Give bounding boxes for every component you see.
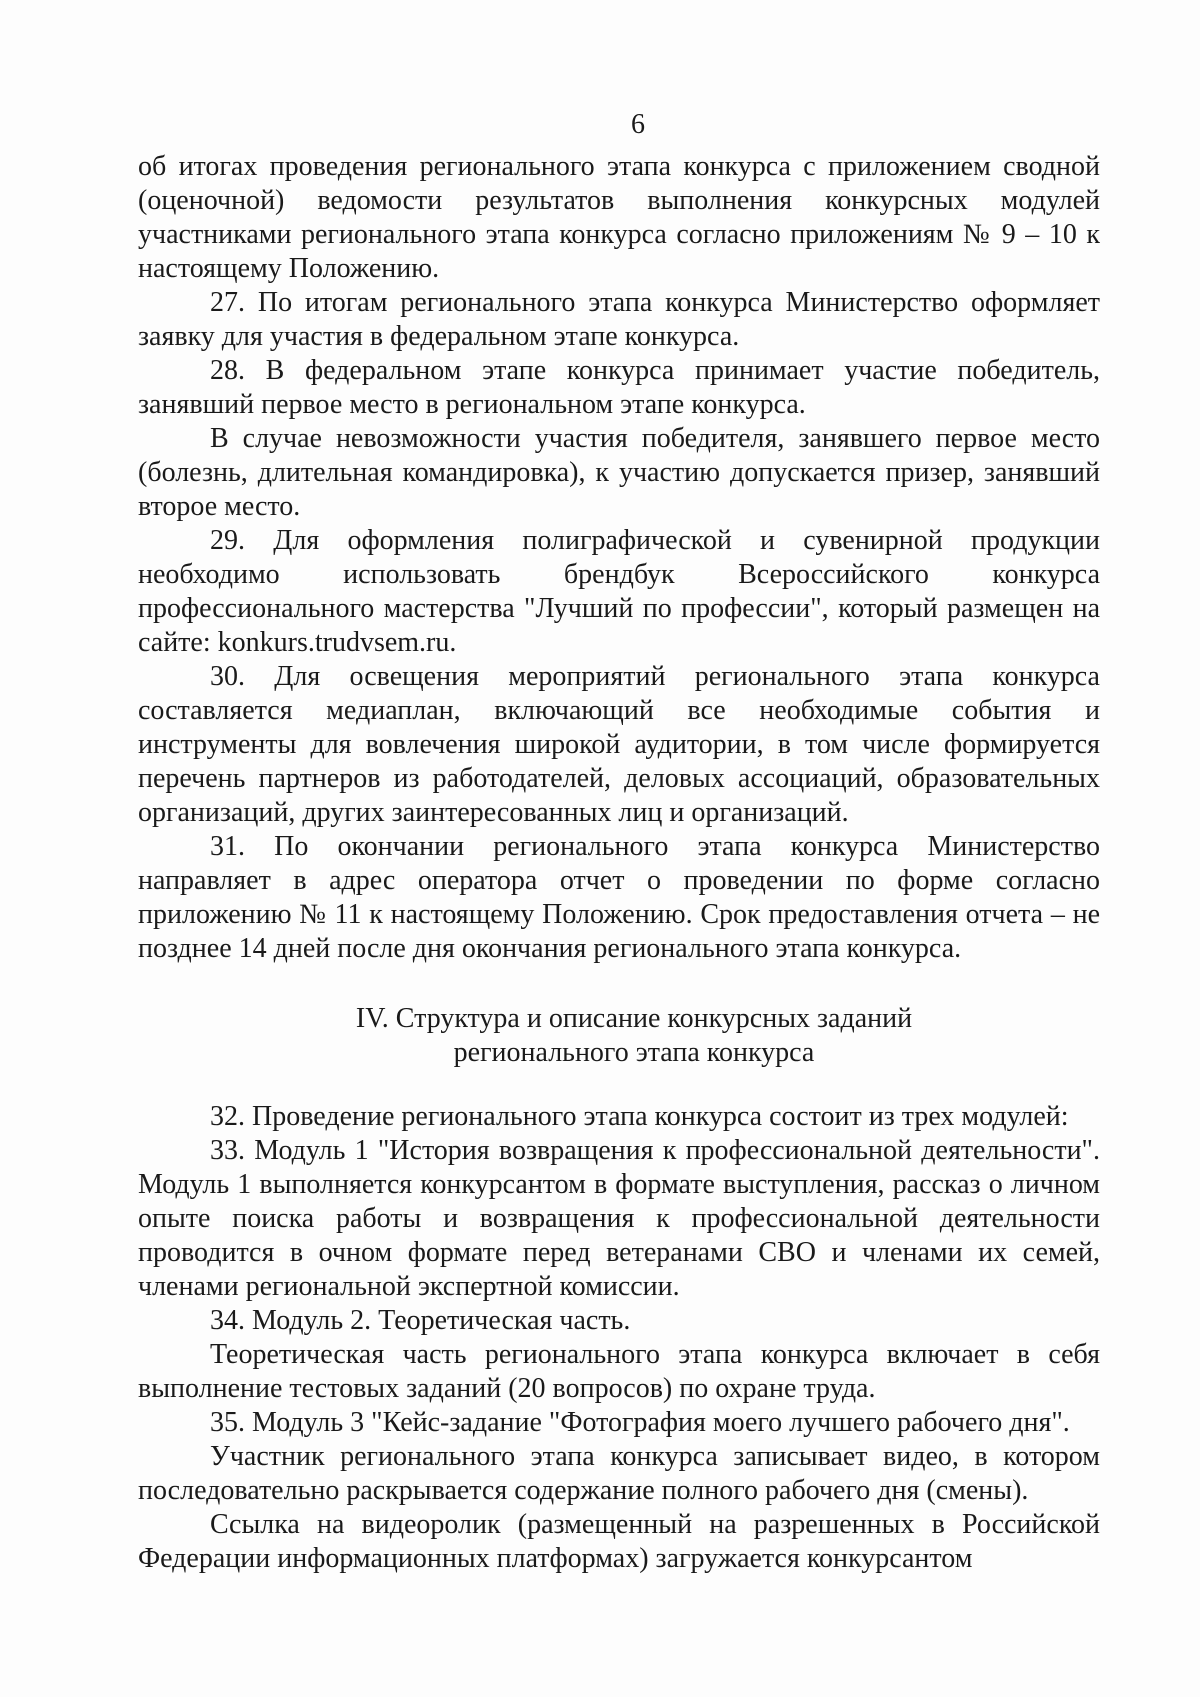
paragraph-item-29: 29. Для оформления полиграфической и сувенирной продукции необходимо использовать брендбук Всероссийского конкурса профессионального мастерства "Лучший по профессии", который размещен на сайте: konkurs.trudvsem.ru. (138, 525, 1100, 658)
paragraph-item-30: 30. Для освещения мероприятий регионального этапа конкурса составляется медиаплан, включающий все необходимые события и инструменты для вовлечения широкой аудитории, в том числе формируется перечень партнеров из работодателей, деловых ассоциаций, образовательных организаций, других заинтересованных лиц и организаций. (138, 661, 1100, 828)
paragraph-item-31: 31. По окончании регионального этапа конкурса Министерство направляет в адрес оператора отчет о проведении по форме согласно приложению № 11 к настоящему Положению. Срок предоставления отчета – не позднее 14 дней после дня окончания регионального этапа конкурса. (138, 831, 1100, 964)
paragraph-item-27: 27. По итогам регионального этапа конкурса Министерство оформляет заявку для участия в федеральном этапе конкурса. (138, 287, 1100, 352)
section-heading-line-2: регионального этапа конкурса (453, 1037, 815, 1068)
paragraph-item-33: 33. Модуль 1 "История возвращения к профессиональной деятельности". Модуль 1 выполняется конкурсантом в формате выступления, рассказ о личном опыте поиска работы и возвращения к профессиональной деятельности проводится в очном формате перед ветеранами СВО и членами их семей, членами региональной экспертной комиссии. (138, 1135, 1100, 1302)
section-heading-line-1: IV. Структура и описание конкурсных заданий (355, 1003, 913, 1034)
paragraph-item-28: 28. В федеральном этапе конкурса принимает участие победитель, занявший первое место в региональном этапе конкурса. (138, 355, 1100, 420)
paragraph-continuation: об итогах проведения регионального этапа конкурса с приложением сводной (оценочной) ведомости результатов выполнения конкурсных модулей участниками регионального этапа конкурса согласно приложениям № 9 – 10 к настоящему Положению. (138, 151, 1100, 284)
paragraph-item-28-note: В случае невозможности участия победителя, занявшего первое место (болезнь, длительная командировка), к участию допускается призер, занявший второе место. (138, 423, 1100, 522)
paragraph-item-35-link: Ссылка на видеоролик (размещенный на разрешенных в Российской Федерации информационных платформах) загружается конкурсантом (138, 1509, 1100, 1574)
paragraph-item-34-note: Теоретическая часть регионального этапа конкурса включает в себя выполнение тестовых заданий (20 вопросов) по охране труда. (138, 1339, 1100, 1404)
paragraph-item-35: 35. Модуль 3 "Кейс-задание "Фотография моего лучшего рабочего дня". (210, 1407, 1070, 1438)
section-heading (138, 1002, 1100, 1070)
paragraph-item-32: 32. Проведение регионального этапа конкурса состоит из трех модулей: (210, 1101, 1069, 1132)
paragraph-item-34: 34. Модуль 2. Теоретическая часть. (210, 1305, 631, 1336)
paragraph-item-35-note: Участник регионального этапа конкурса записывает видео, в котором последовательно раскрывается содержание полного рабочего дня (смены). (138, 1441, 1100, 1506)
page-number: 6 (631, 109, 645, 140)
